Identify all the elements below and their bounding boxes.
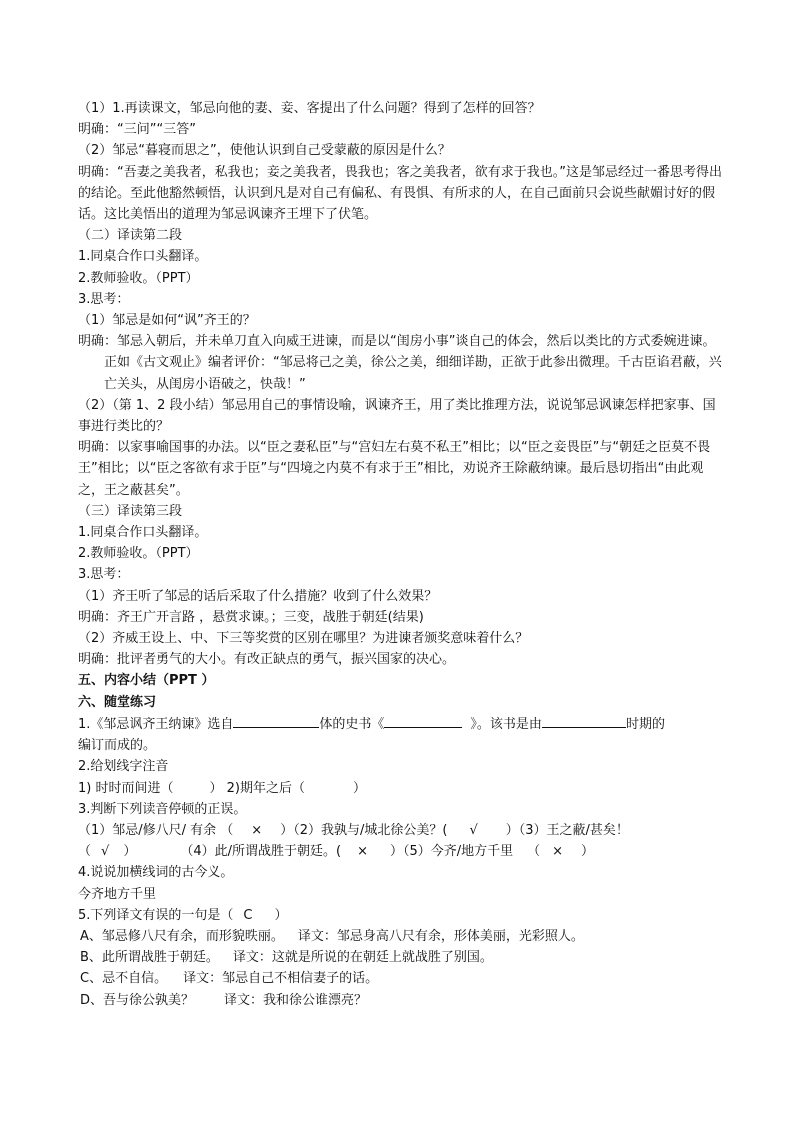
fill-blank-genre (233, 713, 319, 728)
answer-2-2: 明确：以家事喻国事的办法。以“臣之妻私臣”与“宫妇左右莫不私王”相比；以“臣之妾畏臣”与“朝廷之臣莫不畏王”相比；以“臣之客欲有求于臣”与“四境之内莫不有求于王”相比，劝说齐王除蔽纳谏。最后恳切指出“由此观之，王之蔽甚矣”。 (78, 440, 711, 498)
question-3-1: （1）齐王听了邹忌的话后采取了什么措施？收到了什么效果？ (78, 588, 438, 604)
answer-3-2: 明确：批评者勇气的大小。有改正缺点的勇气，振兴国家的决心。 (78, 652, 456, 668)
heading-exercises: 六、随堂练习 (78, 694, 157, 710)
step-3-2: 2.教师验收。（PPT） (78, 546, 199, 562)
exercise-3-paren-close: ） (123, 844, 137, 860)
answer-1-2: 明确：“吾妻之美我者，私我也；妾之美我者，畏我也；客之美我者，欲有求于我也。”这是邹忌经过一番思考得出的结论。至此他豁然顿悟，认识到凡是对自己有偏私、有畏惧、有所求的人，在自己面前只会说些献媚讨好的假话。这比美悟出的道理为邹忌讽谏齐王埋下了伏笔。 (78, 164, 722, 223)
question-2-1: （1）邹忌是如何“讽”齐王的？ (78, 313, 256, 329)
option-c (78, 968, 723, 989)
answer-2-1: 明确：邹忌入朝后，并未单刀直入向威王进谏，而是以“闺房小事”谈自己的体会，然后以类比的方式委婉进谏。 (78, 334, 716, 350)
option-d-text: D、吾与徐公孰美？ (80, 992, 195, 1008)
fill-blank-book (384, 713, 462, 728)
exercise-5 (78, 905, 723, 926)
mark-wrong-1: × (251, 822, 263, 838)
quote-guwen-guanzhi: 正如《古文观止》编者评价：“邹忌将己之美，徐公之美，细细详勘，正欲于此参出微理。千古臣谄君蔽，兴亡关头，从闺房小语破之，快哉！” (104, 355, 722, 392)
question-2-2: （2）（第 1、2 段小结）邹忌用自己的事情设喻，讽谏齐王，用了类比推理方法，说说邹忌讽谏怎样把家事、国事进行类比的？ (78, 397, 716, 435)
answer-1-1: 明确：“三问”“三答” (78, 122, 196, 138)
option-c-text: C、忌不自信。 (80, 971, 168, 987)
answer-3-1: 明确：齐王广开言路 ，悬赏求谏。；三变，战胜于朝廷(结果) (78, 609, 424, 625)
exercise-3-row-2 (78, 841, 723, 862)
exercise-3-paren-open-5: （ (527, 844, 541, 860)
exercise-5-text: 5.下列译文有误的一句是（ (78, 907, 234, 923)
step-2-2: 2.教师验收。（PPT） (78, 270, 199, 286)
heading-content-summary: 五、内容小结（PPT ） (78, 673, 215, 689)
exercise-2-item-1: 1) 时时而间进（ (78, 780, 174, 796)
exercise-3: 3.判断下列读音停顿的正误。 (78, 801, 247, 817)
option-d-translation: 译文：我和徐公谁漂亮？ (224, 992, 368, 1008)
question-1-1: （1）1.再读课文，邹忌向他的妻、妾、客提出了什么问题？得到了怎样的回答？ (78, 101, 541, 116)
exercise-3-item-5: ）（5）今齐/地方千里 (389, 844, 514, 860)
exercise-1-cont: 编订而成的。 (78, 738, 157, 754)
exercise-2-item-2: ） 2)期年之后（ (209, 780, 305, 796)
option-a-translation: 译文：邹忌身高八尺有余，形体美丽，光彩照人。 (297, 928, 584, 944)
exercise-3-item-1: （1）邹忌/修八尺/ 有余 （ (78, 822, 234, 838)
section-heading-3: （三）译读第三段 (78, 503, 183, 519)
document-body (78, 98, 723, 1011)
exercise-3-item-2: ）（2）我孰与/城北徐公美？( (280, 822, 448, 838)
exercise-1-text-c: 》。该书是由 (470, 716, 542, 732)
option-d (78, 990, 723, 1011)
exercise-1 (78, 713, 723, 735)
exercise-3-item-4: （4）此/所谓战胜于朝廷。( (180, 844, 342, 860)
question-1-2: （2）邹忌“暮寝而思之”，使他认识到自己受蒙蔽的原因是什么？ (78, 143, 451, 159)
exercise-1-text-a: 1.《邹忌讽齐王纳谏》选自 (78, 716, 234, 732)
option-a (78, 926, 723, 947)
mark-wrong-4: × (357, 844, 368, 860)
mark-wrong-5: × (552, 844, 564, 860)
exercise-2-items (78, 778, 723, 799)
exercise-3-paren-close-5: ） (581, 844, 595, 860)
exercise-5-answer: C (243, 907, 253, 923)
exercise-2-item-end: ） (352, 780, 366, 796)
exercise-2: 2.给划线字注音 (78, 759, 169, 775)
exercise-3-paren-open: （ (78, 844, 92, 860)
exercise-3-row-1 (78, 820, 723, 841)
exercise-3-item-3: ）（3）王之蔽/甚矣！ (505, 822, 629, 838)
exercise-4: 4.说说加横线词的古今义。 (78, 865, 234, 881)
option-b-text: B、此所谓战胜于朝廷。 (80, 950, 219, 966)
exercise-1-text-d: 时期的 (625, 716, 665, 732)
step-2-1: 1.同桌合作口头翻译。 (78, 249, 208, 265)
option-c-translation: 译文：邹忌自己不相信妻子的话。 (183, 971, 379, 987)
step-3-3: 3.思考： (78, 567, 130, 583)
exercise-4-phrase: 今齐地方千里 (78, 886, 157, 902)
fill-blank-period (542, 713, 626, 728)
option-b (78, 947, 723, 968)
option-b-translation: 译文：这就是所说的在朝廷上就战胜了别国。 (232, 950, 493, 966)
step-3-1: 1.同桌合作口头翻译。 (78, 525, 208, 541)
mark-right-2: √ (469, 822, 478, 838)
mark-right-3: √ (101, 844, 110, 860)
exercise-1-text-b: 体的史书《 (319, 716, 385, 732)
question-3-2: （2）齐威王设上、中、下三等奖赏的区别在哪里？为进谏者颁奖意味着什么？ (78, 631, 529, 647)
step-2-3: 3.思考： (78, 291, 130, 307)
exercise-5-paren-close: ） (274, 907, 288, 923)
option-a-text: A、邹忌修八尺有余，而形貌昳丽。 (80, 928, 284, 944)
section-heading-2: （二）译读第二段 (78, 228, 183, 244)
